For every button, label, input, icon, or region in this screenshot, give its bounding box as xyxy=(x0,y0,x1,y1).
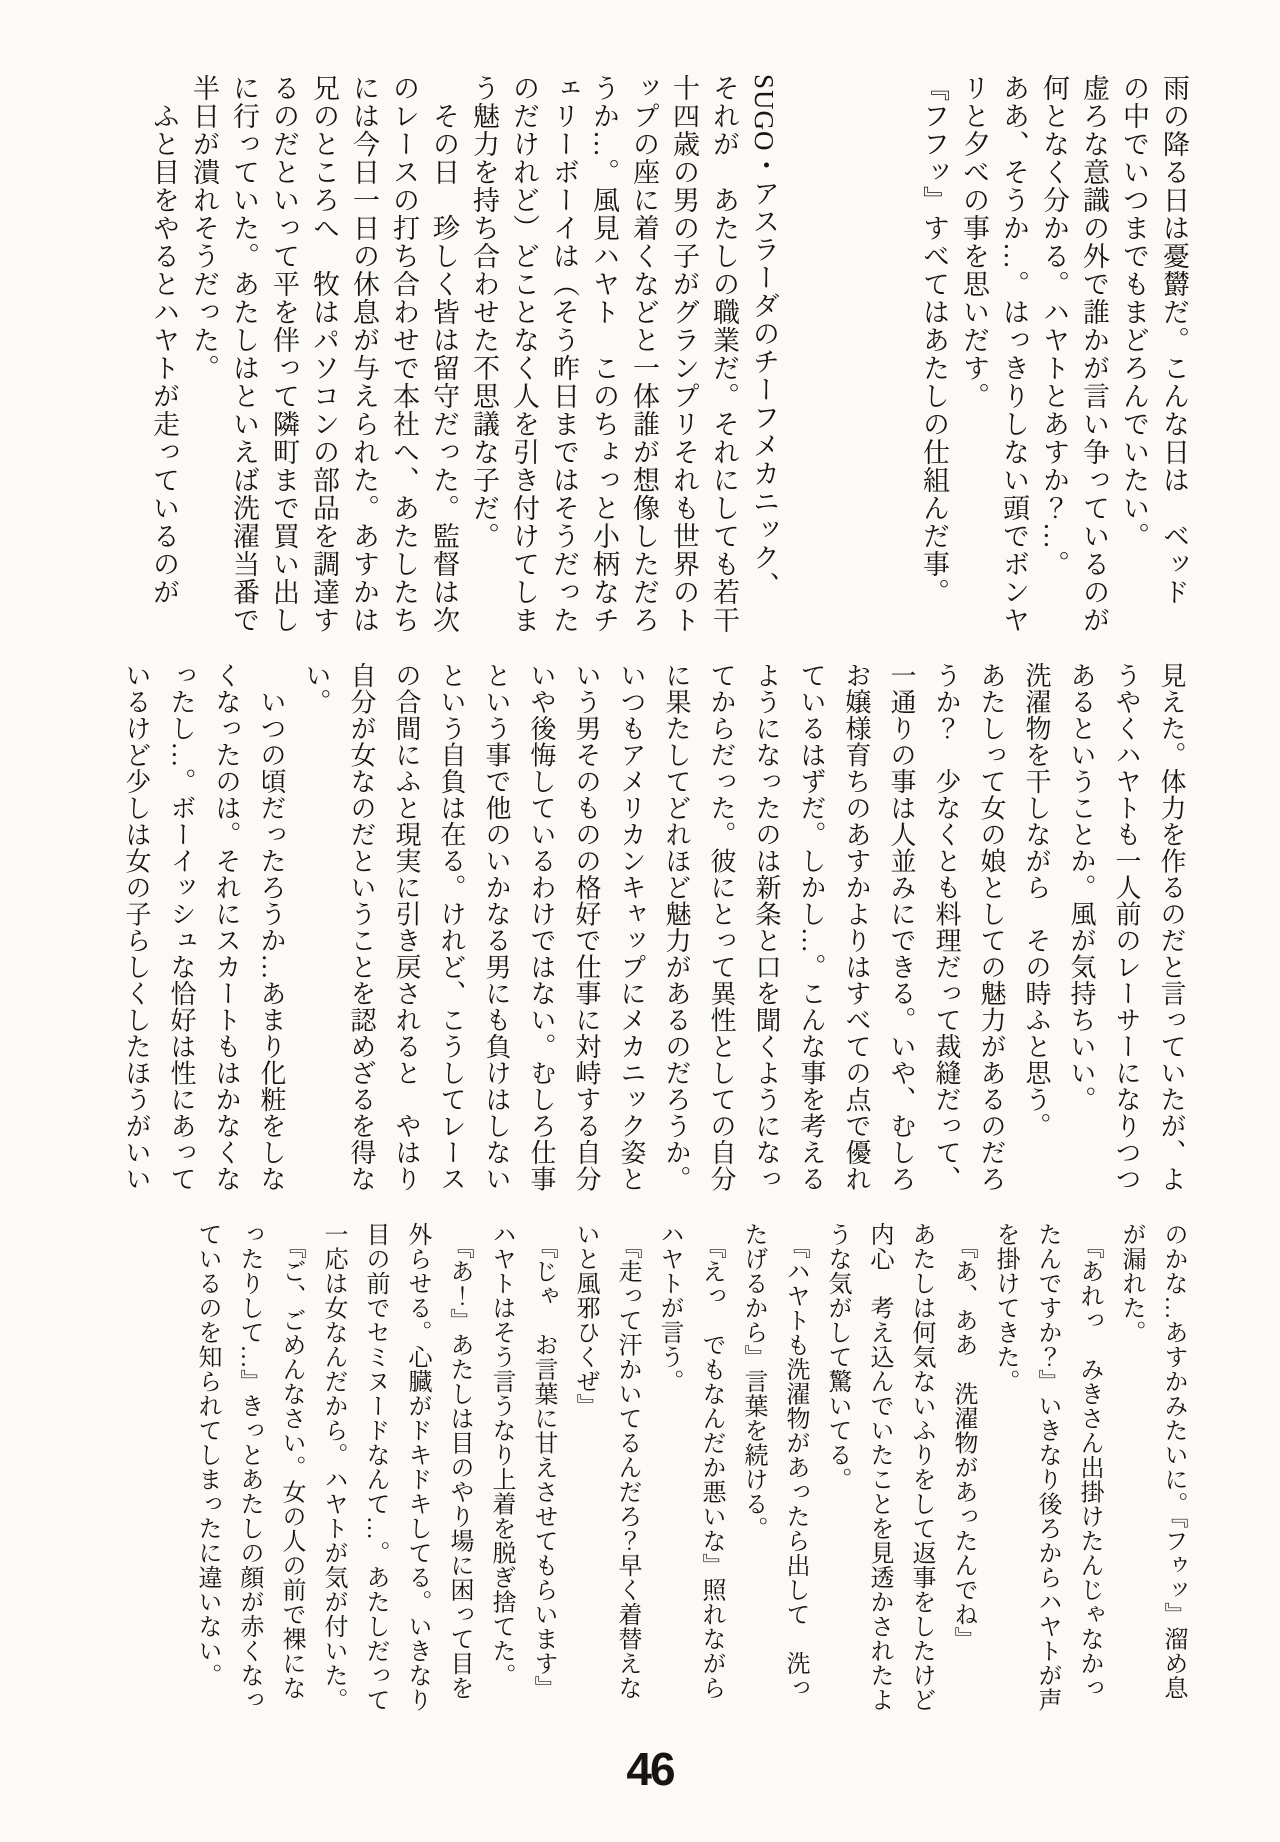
text-column: 雨の降る日は憂欝だ。こんな日は ベッド xyxy=(1159,74,1189,606)
text-column: という事で他のいかなる男にも負けはしない xyxy=(482,662,511,1192)
text-column: 『あ！』あたしは目のやり場に困って目を xyxy=(446,1222,472,1700)
text-column: う魅力を持ち合わせた不思議な子だ。 xyxy=(469,74,499,550)
text-column: 『ご、ごめんなさい。女の人の前で裸にな xyxy=(278,1222,304,1700)
vertical-text-band-middle xyxy=(84,662,1194,1214)
text-column: くなったのは。それにスカートもはかなくな xyxy=(212,662,241,1192)
text-column: SUGO・アスラーダのチーフメカニック、 xyxy=(749,74,779,600)
text-column: いつの頃だったろうか…あまり化粧をしな xyxy=(257,662,286,1192)
text-column: それが あたしの職業だ。それにしても若干 xyxy=(709,74,739,634)
text-column: あるということか。風が気持ちいい。 xyxy=(1067,662,1096,1113)
text-column: お嬢様育ちのあすかよりはすべての点で優れ xyxy=(842,662,871,1192)
text-column: い。 xyxy=(302,662,331,715)
paragraph-gap xyxy=(784,74,914,652)
text-column: のだけれど）どことなく人を引き付けてしま xyxy=(509,74,539,634)
text-column: 『あ、ああ 洗濯物があったんでね』 xyxy=(950,1222,976,1651)
text-column: 洗濯物を干しながら その時ふと思う。 xyxy=(1022,662,1051,1139)
text-column: には今日一日の休息が与えられた。あすかは xyxy=(349,74,379,634)
text-column: いと風邪ひくぜ』 xyxy=(572,1222,598,1418)
text-column: いつもアメリカンキャップにメカニック姿と xyxy=(617,662,646,1192)
text-column: てからだった。彼にとって異性としての自分 xyxy=(707,662,736,1192)
text-column: ハヤトが言う。 xyxy=(656,1222,682,1394)
text-column: いるけど少しは女の子らしくしたほうがいい xyxy=(122,662,151,1192)
text-column: うか…。風見ハヤト このちょっと小柄なチ xyxy=(589,74,619,634)
text-column: ハヤトはそう言うなり上着を脱ぎ捨てた。 xyxy=(488,1222,514,1688)
text-column: ったし…。ボーイッシュな恰好は性にあって xyxy=(167,662,196,1192)
text-column: が漏れた。 xyxy=(1118,1222,1144,1345)
text-column: を掛けてきた。 xyxy=(992,1222,1018,1394)
text-column: ふと目をやるとハヤトが走っているのが xyxy=(149,74,179,606)
text-column: 十四歳の男の子がグランプリそれも世界のト xyxy=(669,74,699,634)
text-column: うか？ 少なくとも料理だって裁縫だって、 xyxy=(932,662,961,1192)
text-column: うやくハヤトも一人前のレーサーになりつつ xyxy=(1112,662,1141,1192)
text-column: ああ、そうか…。はっきりしない頭でボンヤ xyxy=(999,74,1029,634)
text-column: 『えっ でもなんだか悪いな』照れながら xyxy=(698,1222,724,1700)
text-column: 『走って汗かいてるんだろ？早く着替えな xyxy=(614,1222,640,1700)
text-column: 自分が女なのだということを認めざるを得な xyxy=(347,662,376,1192)
text-column: いう男そのものの格好で仕事に対峙する自分 xyxy=(572,662,601,1192)
text-column: ェリーボーイは（そう昨日まではそうだった xyxy=(549,74,579,634)
text-column: 一応は女なんだから。ハヤトが気が付いた。 xyxy=(320,1222,346,1712)
text-column: 外らせる。心臓がドキドキしてる。いきなり xyxy=(404,1222,430,1712)
text-column: のレースの打ち合わせで本社へ、あたしたち xyxy=(389,74,419,634)
text-column: 虚ろな意識の外で誰かが言い争っているのが xyxy=(1079,74,1109,634)
text-column: 一通りの事は人並みにできる。いや、むしろ xyxy=(887,662,916,1192)
vertical-text-band-top xyxy=(84,74,1194,652)
text-column: たげるから』言葉を続ける。 xyxy=(740,1222,766,1541)
text-column: ったりして…』きっとあたしの顔が赤くなっ xyxy=(236,1222,262,1712)
text-column: あたしって女の娘としての魅力があるのだろ xyxy=(977,662,1006,1192)
text-column: 目の前でセミヌードなんて…。あたしだって xyxy=(362,1222,388,1712)
text-column: 見えた。体力を作るのだと言っていたが、よ xyxy=(1157,662,1186,1192)
text-column: その日 珍しく皆は留守だった。監督は次 xyxy=(429,74,459,634)
text-column: うな気がして驚いてる。 xyxy=(824,1222,850,1492)
text-column: いや後悔しているわけではない。むしろ仕事 xyxy=(527,662,556,1192)
text-column: ようになったのは新条と口を聞くようになっ xyxy=(752,662,781,1192)
text-column: の中でいつまでもまどろんでいたい。 xyxy=(1119,74,1149,550)
text-column: ップの座に着くなどと一体誰が想像しただろ xyxy=(629,74,659,634)
text-column: 兄のところへ 牧はパソコンの部品を調達す xyxy=(309,74,339,634)
text-column: 半日が潰れそうだった。 xyxy=(189,74,219,382)
text-column: の合間にふと現実に引き戻されると やはり xyxy=(392,662,421,1192)
text-column: 『ハヤトも洗濯物があったら出して 洗っ xyxy=(782,1222,808,1700)
text-column: 『じゃ お言葉に甘えさせてもらいます』 xyxy=(530,1222,556,1700)
text-column: あたしは何気ないふりをして返事をしたけど xyxy=(908,1222,934,1712)
text-column: 何となく分かる。ハヤトとあすか？…。 xyxy=(1039,74,1069,578)
text-column: 『あれっ みきさん出掛けたんじゃなかっ xyxy=(1076,1222,1102,1700)
text-column: たんですか？』いきなり後ろからハヤトが声 xyxy=(1034,1222,1060,1712)
text-column: ているのを知られてしまったに違いない。 xyxy=(194,1222,220,1688)
text-column: ているはずだ。しかし…。こんな事を考える xyxy=(797,662,826,1192)
page-number: 46 xyxy=(626,1743,674,1795)
text-column: るのだといって平を伴って隣町まで買い出し xyxy=(269,74,299,634)
text-column: に果たしてどれほど魅力があるのだろうか。 xyxy=(662,662,691,1192)
text-column: 『フフッ』すべてはあたしの仕組んだ事。 xyxy=(919,74,949,606)
text-column: 内心 考え込んでいたことを見透かされたよ xyxy=(866,1222,892,1712)
text-column: という自負は在る。けれど、こうしてレース xyxy=(437,662,466,1192)
text-column: リと夕べの事を思いだす。 xyxy=(959,74,989,410)
vertical-text-band-bottom xyxy=(84,1222,1194,1724)
text-column: のかな…あすかみたいに。『フゥッ』溜め息 xyxy=(1160,1222,1186,1700)
text-column: に行っていた。あたしはといえば洗濯当番で xyxy=(229,74,259,634)
